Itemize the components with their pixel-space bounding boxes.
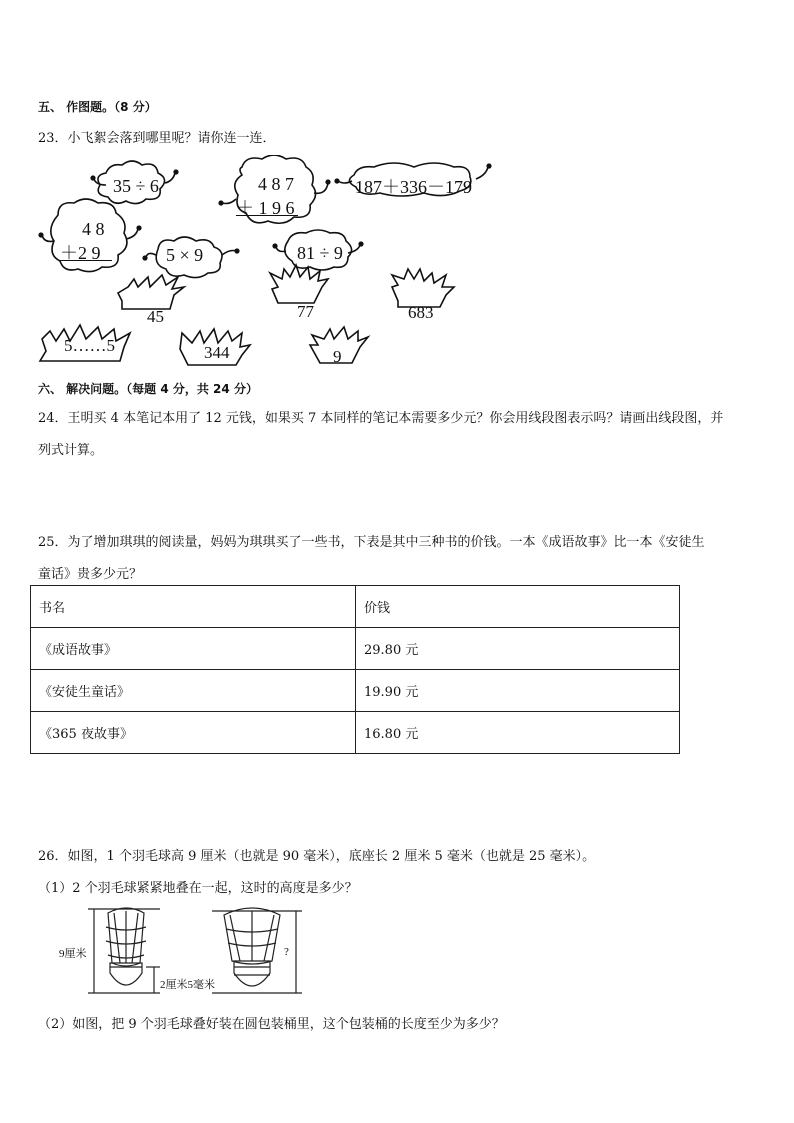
crown-683	[392, 269, 454, 307]
cloud-4-bottom: ＋2 9	[60, 243, 101, 263]
crown-683-label: 683	[408, 303, 434, 322]
cloud-3-expression: 187＋336－179	[355, 177, 472, 197]
header-price: 价钱	[356, 586, 680, 628]
question-25-line-1: 25．为了增加琪琪的阅读量，妈妈为琪琪买了一些书，下表是其中三种书的价钱。一本《成语故事》比一本《安徒生	[38, 535, 705, 550]
book-price-table	[30, 585, 680, 754]
question-23-prompt: 23．小飞絮会落到哪里呢？请你连一连．	[38, 131, 276, 146]
cloud-4-rule	[60, 260, 112, 261]
crown-77-label: 77	[297, 302, 314, 321]
question-25-line-2: 童话》贵多少元？	[38, 567, 143, 582]
book-name-cell: 《成语故事》	[31, 628, 356, 670]
question-26-sub-1: （1）2 个羽毛球紧紧地叠在一起，这时的高度是多少？	[38, 881, 358, 896]
question-26-intro: 26．如图，1 个羽毛球高 9 厘米（也就是 90 毫米），底座长 2 厘米 5 毫米（也就是 25 毫米）。	[38, 849, 596, 864]
cloud-1-expression: 35 ÷ 6	[113, 176, 159, 196]
book-name-cell: 《365 夜故事》	[31, 712, 356, 754]
cloud-5-expression: 5 × 9	[166, 245, 204, 265]
crown-45-label: 45	[147, 307, 164, 326]
price-cell: 29.80 元	[356, 628, 680, 670]
table-row	[31, 712, 680, 754]
crown-9-label: 9	[333, 347, 342, 366]
table-header-row	[31, 586, 680, 628]
unknown-height-label: ?	[284, 946, 289, 958]
cloud-2-top: 4 8 7	[258, 174, 294, 194]
question-24-line-1: 24．王明买 4 本笔记本用了 12 元钱，如果买 7 本同样的笔记本需要多少元？你会用线段图表示吗？请画出线段图，并	[38, 411, 724, 426]
base-label: 2厘米5毫米	[160, 979, 215, 991]
question-24-line-2: 列式计算。	[38, 443, 104, 458]
book-name-cell: 《安徒生童话》	[31, 670, 356, 712]
crown-77	[270, 265, 328, 303]
cloud-2-rule	[236, 215, 298, 216]
cloud-4-top: 4 8	[82, 219, 105, 239]
header-book-name: 书名	[31, 586, 356, 628]
section-5-title: 五、 作图题。（8 分）	[38, 100, 157, 114]
cloud-2-bottom: ＋ 1 9 6	[236, 198, 295, 218]
shuttlecock-single-drawing	[88, 908, 160, 993]
table-row	[31, 670, 680, 712]
crown-45	[118, 275, 184, 309]
table-row	[31, 628, 680, 670]
cloud-6-expression: 81 ÷ 9	[297, 243, 343, 263]
section-6-title: 六、 解决问题。（每题 4 分，共 24 分）	[38, 382, 258, 396]
crown-344-label: 344	[204, 343, 230, 362]
crown-5-5-label: 5……5	[64, 336, 115, 355]
height-label: 9厘米	[59, 948, 87, 960]
question-26-sub-2: （2）如图，把 9 个羽毛球叠好装在圆包装桶里，这个包装桶的长度至少为多少？	[38, 1017, 505, 1032]
price-cell: 19.90 元	[356, 670, 680, 712]
price-cell: 16.80 元	[356, 712, 680, 754]
